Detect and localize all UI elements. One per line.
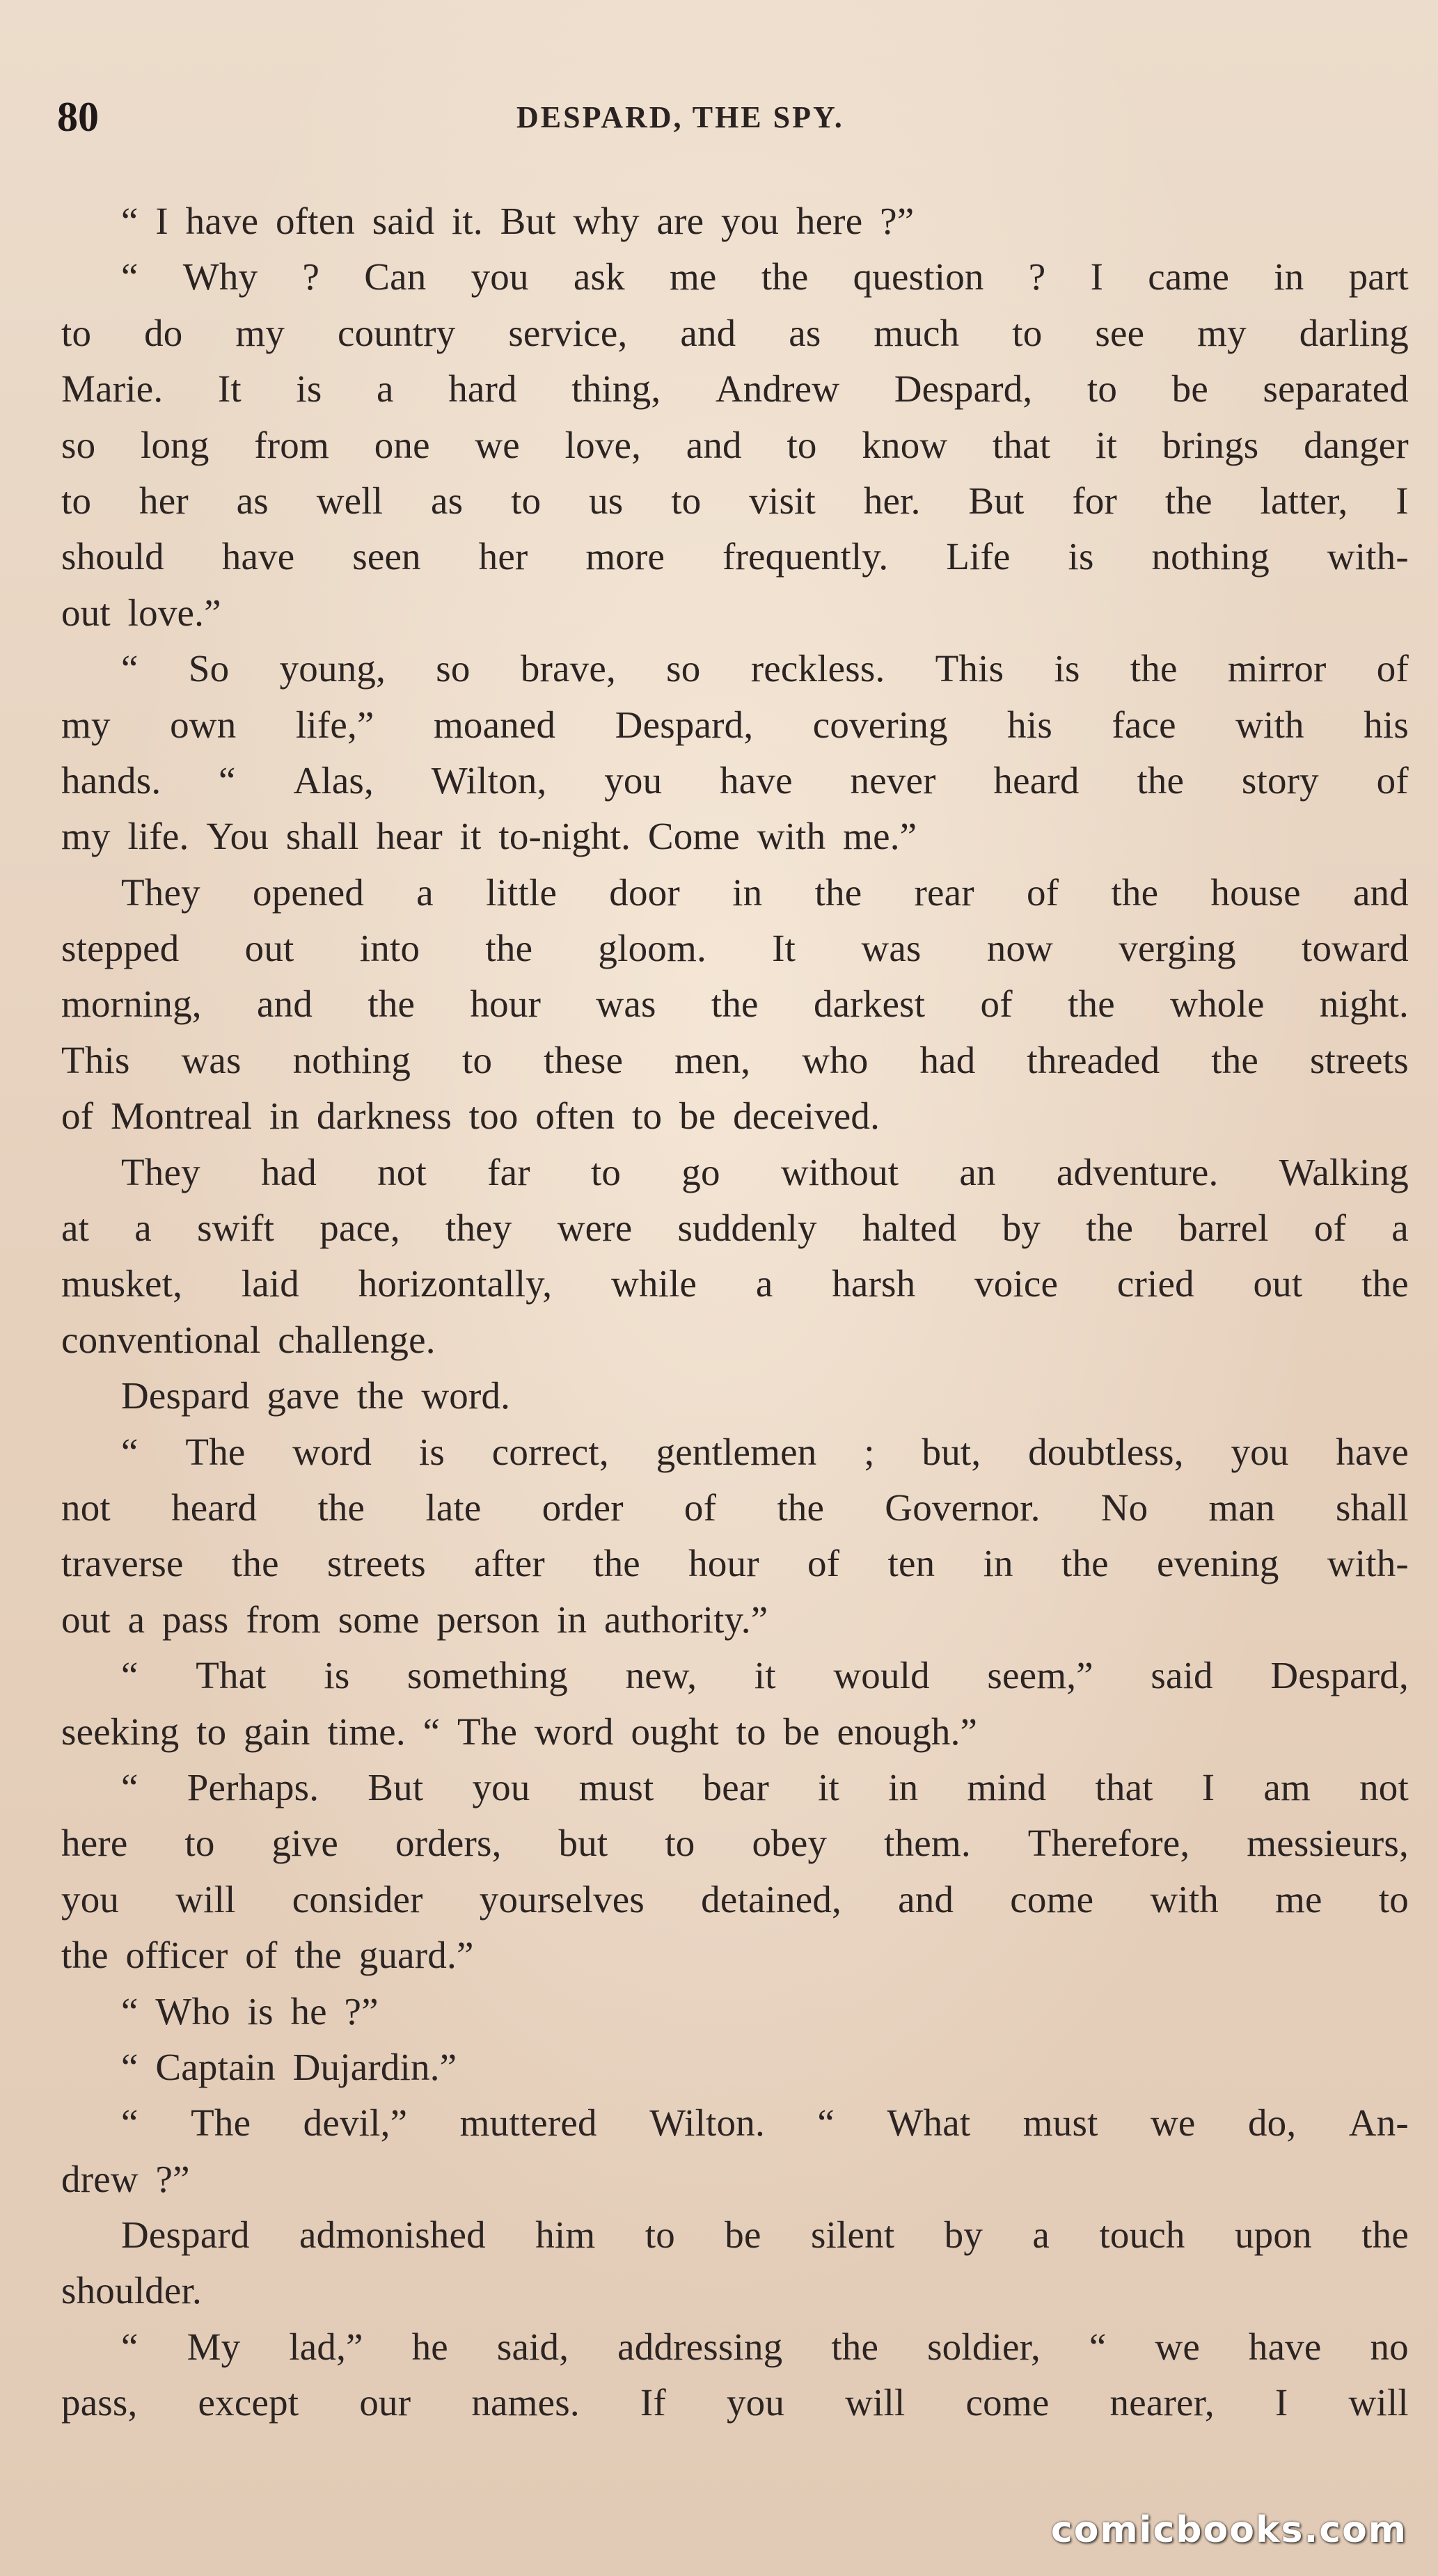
text-line: out love.”	[61, 591, 221, 634]
page-header	[57, 89, 1407, 152]
text-line: here to give orders, but to obey them. Therefore, messieurs,	[61, 1822, 1409, 1865]
text-line: seeking to gain time. “ The word ought to be enough.”	[61, 1710, 978, 1753]
text-line: you will consider yourselves detained, and come with me to	[61, 1877, 1409, 1921]
text-line: at a swift pace, they were suddenly halted by the barrel of a	[61, 1207, 1409, 1250]
text-line: “ Perhaps. But you must bear it in mind that I am not	[121, 1765, 1409, 1808]
text-line: drew ?”	[61, 2157, 190, 2200]
text-line: conventional challenge.	[61, 1318, 436, 1361]
text-line: out a pass from some person in authority.”	[61, 1598, 768, 1641]
text-line: musket, laid horizontally, while a harsh voice cried out the	[61, 1262, 1409, 1305]
page-number: 80	[57, 94, 99, 140]
text-line: stepped out into the gloom. It was now verging toward	[61, 927, 1409, 970]
text-line: “ Why ? Can you ask me the question ? I came in part	[121, 255, 1409, 299]
text-line: “ So young, so brave, so reckless. This is the mirror of	[121, 647, 1409, 690]
text-line: of Montreal in darkness too often to be deceived.	[61, 1095, 880, 1138]
text-line: They had not far to go without an adventure. Walking	[121, 1150, 1409, 1193]
text-line: pass, except our names. If you will come nearer, I will	[61, 2381, 1409, 2424]
text-line: to her as well as to us to visit her. But for the latter, I	[61, 479, 1409, 522]
text-line: morning, and the hour was the darkest of the whole night.	[61, 983, 1409, 1026]
text-line: so long from one we love, and to know that it brings danger	[61, 423, 1409, 466]
text-line: shoulder.	[61, 2269, 202, 2312]
text-line: to do my country service, and as much to see my darling	[61, 311, 1409, 354]
running-head: DESPARD, THE SPY.	[516, 100, 844, 134]
text-line: This was nothing to these men, who had threaded the streets	[61, 1038, 1409, 1081]
text-line: Despard gave the word.	[121, 1374, 511, 1417]
text-line: my own life,” moaned Despard, covering his face with his	[61, 703, 1409, 746]
text-line: traverse the streets after the hour of ten in the evening with-	[61, 1542, 1409, 1585]
text-line: “ My lad,” he said, addressing the soldier, “ we have no	[121, 2325, 1409, 2368]
text-line: the officer of the guard.”	[61, 1934, 474, 1977]
body-text	[61, 193, 1409, 2431]
text-line: “ The devil,” muttered Wilton. “ What must we do, An-	[121, 2101, 1409, 2145]
text-line: “ I have often said it. But why are you here ?”	[121, 200, 915, 242]
text-line: “ The word is correct, gentlemen ; but, doubtless, you have	[121, 1430, 1409, 1473]
watermark: comicbooks.com	[1050, 2509, 1407, 2551]
text-line: Despard admonished him to be silent by a touch upon the	[121, 2213, 1409, 2257]
text-line: “ Who is he ?”	[121, 1989, 379, 2033]
text-line: hands. “ Alas, Wilton, you have never heard the story of	[61, 758, 1409, 802]
text-line: should have seen her more frequently. Life is nothing with-	[61, 535, 1409, 578]
text-line: Marie. It is a hard thing, Andrew Despard, to be separated	[61, 367, 1409, 411]
text-line: They opened a little door in the rear of the house and	[121, 870, 1409, 914]
text-line: “ Captain Dujardin.”	[121, 2045, 457, 2088]
text-line: my life. You shall hear it to-night. Come with me.”	[61, 815, 917, 858]
text-line: “ That is something new, it would seem,” said Despard,	[121, 1654, 1409, 1697]
text-line: not heard the late order of the Governor. No man shall	[61, 1486, 1409, 1529]
